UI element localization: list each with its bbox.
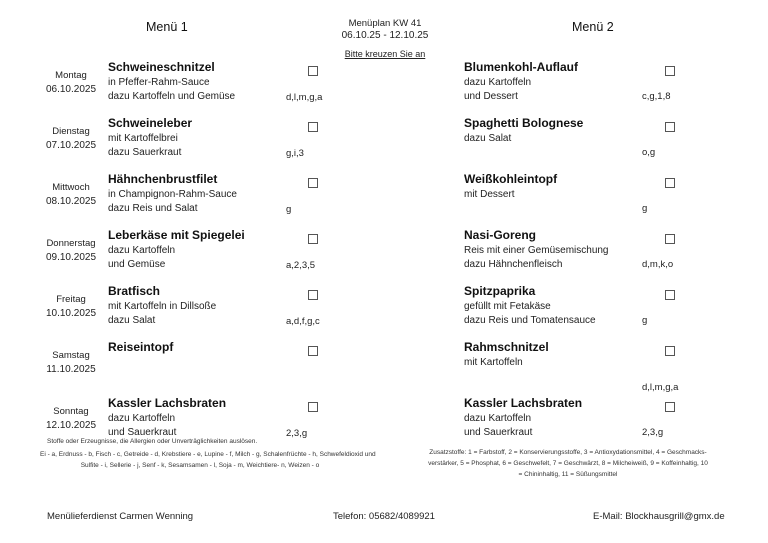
day-name: Montag (55, 70, 87, 81)
day-name: Mittwoch (52, 182, 90, 193)
menu2-dish-title: Nasi-Goreng (464, 228, 537, 242)
menu2-dish-line: dazu Hähnchenfleisch (464, 259, 563, 270)
additives-legend-line2: verstärker, 5 = Phosphat, 6 = Geschwefelt, 7 = Geschwärzt, 8 = Milcheiweiß, 9 = Koffeinhaltig, 10 (428, 460, 708, 467)
menu1-dish-title: Schweineschnitzel (108, 60, 215, 74)
allergen-legend-line2: Sulfite - i, Sellerie - j, Senf - k, Sesamsamen - l, Soja - m, Weichtiere- n, Weizen - o (80, 462, 320, 469)
day-label (36, 349, 106, 377)
plan-date-range: 06.10.25 - 12.10.25 (341, 30, 429, 41)
allergen-legend-line1: Ei - a, Erdnuss - b, Fisch - c, Getreide - d, Krebstiere - e, Lupine - f, Milch - g, Schalenfrüchte - h, Schwefeldioxid und (40, 451, 376, 458)
footer-email: E-Mail: Blockhausgrill@gmx.de (593, 511, 725, 522)
menu1-dish-line: und Gemüse (108, 259, 166, 270)
menu2-allergens: g (642, 315, 648, 326)
menu2-dish-line: mit Dessert (464, 189, 515, 200)
menu2-checkbox[interactable] (665, 122, 675, 132)
menu2-checkbox[interactable] (665, 234, 675, 244)
footer-company: Menülieferdienst Carmen Wenning (47, 511, 194, 522)
menu1-dish-title: Schweineleber (108, 116, 193, 130)
day-label (36, 181, 106, 209)
menu1-dish-line: dazu Kartoffeln (108, 413, 176, 424)
allergen-legend (40, 449, 376, 471)
menu1-allergens: a,d,f,g,c (286, 316, 320, 327)
menu1-allergens: 2,3,g (286, 428, 308, 439)
menu1-dish-line: mit Kartoffeln in Dillsoße (108, 301, 217, 312)
menu2-dish-line: und Dessert (464, 91, 518, 102)
day-label (36, 237, 106, 265)
menu1-checkbox[interactable] (308, 346, 318, 356)
menu1-dish-line: dazu Kartoffeln (108, 245, 176, 256)
menu1-checkbox[interactable] (308, 66, 318, 76)
menu1-dish-line: mit Kartoffelbrei (108, 133, 178, 144)
menu2-allergens: d,l,m,g,a (642, 382, 679, 393)
menu2-checkbox[interactable] (665, 346, 675, 356)
day-label (36, 293, 106, 321)
menu2-allergens: 2,3,g (642, 427, 664, 438)
menu1-dish-line: und Sauerkraut (108, 427, 177, 438)
additives-legend (398, 447, 738, 480)
day-date: 06.10.2025 (45, 84, 97, 95)
menu1-dish-title: Bratfisch (108, 284, 161, 298)
menu2-dish-line: Reis mit einer Gemüsemischung (464, 245, 609, 256)
menu2-checkbox[interactable] (665, 66, 675, 76)
selection-instruction: Bitte kreuzen Sie an (344, 49, 426, 59)
day-name: Freitag (56, 294, 86, 305)
menu2-dish-title: Weißkohleintopf (464, 172, 558, 186)
menu1-dish-line: dazu Sauerkraut (108, 147, 182, 158)
day-date: 07.10.2025 (45, 140, 97, 151)
menu2-dish-line: mit Kartoffeln (464, 357, 523, 368)
day-date: 11.10.2025 (46, 364, 96, 375)
allergen-intro: Stoffe oder Erzeugnisse, die Allergien oder Unverträglichkeiten auslösen. (47, 438, 258, 445)
menu2-dish-line: und Sauerkraut (464, 427, 533, 438)
menu1-checkbox[interactable] (308, 290, 318, 300)
menu1-checkbox[interactable] (308, 178, 318, 188)
menu1-dish-line: in Pfeffer-Rahm-Sauce (108, 77, 210, 88)
menu2-dish-line: dazu Kartoffeln (464, 77, 532, 88)
menu2-dish-title: Rahmschnitzel (464, 340, 549, 354)
menu1-allergens: d,l,m,g,a (286, 92, 323, 103)
menu2-allergens: g (642, 203, 648, 214)
day-label (36, 405, 106, 433)
menu1-checkbox[interactable] (308, 234, 318, 244)
day-date: 09.10.2025 (45, 252, 97, 263)
menu2-checkbox[interactable] (665, 178, 675, 188)
menu1-allergens: g (286, 204, 292, 215)
menu2-allergens: d,m,k,o (642, 259, 674, 270)
menu2-allergens: o,g (642, 147, 656, 158)
menu2-allergens: c,g,1,8 (642, 91, 671, 102)
menu2-dish-title: Blumenkohl-Auflauf (464, 60, 578, 74)
day-date: 10.10.2025 (45, 308, 97, 319)
footer-phone: Telefon: 05682/4089921 (333, 511, 435, 522)
menu2-dish-title: Kassler Lachsbraten (464, 396, 583, 410)
menu1-checkbox[interactable] (308, 122, 318, 132)
additives-legend-line3: = Chininhaltig, 11 = Süßungsmittel (518, 471, 618, 478)
day-name: Donnerstag (46, 238, 96, 249)
menu1-dish-title: Leberkäse mit Spiegelei (108, 228, 245, 242)
day-name: Sonntag (53, 406, 89, 417)
menu1-dish-title: Kassler Lachsbraten (108, 396, 227, 410)
menu2-dish-line: gefüllt mit Fetakäse (464, 301, 551, 312)
menu2-dish-line: dazu Reis und Tomatensauce (464, 315, 596, 326)
menu1-checkbox[interactable] (308, 402, 318, 412)
menu1-dish-line: in Champignon-Rahm-Sauce (108, 189, 237, 200)
menu1-dish-line: dazu Reis und Salat (108, 203, 198, 214)
day-date: 12.10.2025 (45, 420, 97, 431)
menu1-allergens: g,i,3 (286, 148, 304, 159)
menu2-dish-title: Spaghetti Bolognese (464, 116, 584, 130)
menu1-dish-title: Hähnchenbrustfilet (108, 172, 218, 186)
menu2-dish-line: dazu Kartoffeln (464, 413, 532, 424)
day-name: Samstag (52, 350, 90, 361)
menu2-dish-line: dazu Salat (464, 133, 512, 144)
menu1-dish-line: dazu Salat (108, 315, 156, 326)
menu2-checkbox[interactable] (665, 290, 675, 300)
day-label (36, 125, 106, 153)
menu1-dish-title: Reiseintopf (108, 340, 174, 354)
menu2-heading: Menü 2 (572, 20, 614, 34)
menu1-allergens: a,2,3,5 (286, 260, 316, 271)
day-name: Dienstag (52, 126, 90, 137)
menu2-checkbox[interactable] (665, 402, 675, 412)
menu2-dish-title: Spitzpaprika (464, 284, 536, 298)
menu1-heading: Menü 1 (146, 20, 188, 34)
menu1-dish-line: dazu Kartoffeln und Gemüse (108, 91, 236, 102)
additives-legend-line1: Zusatzstoffe: 1 = Farbstoff, 2 = Konservierungsstoffe, 3 = Antioxydationsmittel, 4 = Geschmacks- (429, 449, 707, 456)
plan-title: Menüplan KW 41 (348, 18, 422, 29)
day-date: 08.10.2025 (45, 196, 97, 207)
day-label (36, 69, 106, 97)
